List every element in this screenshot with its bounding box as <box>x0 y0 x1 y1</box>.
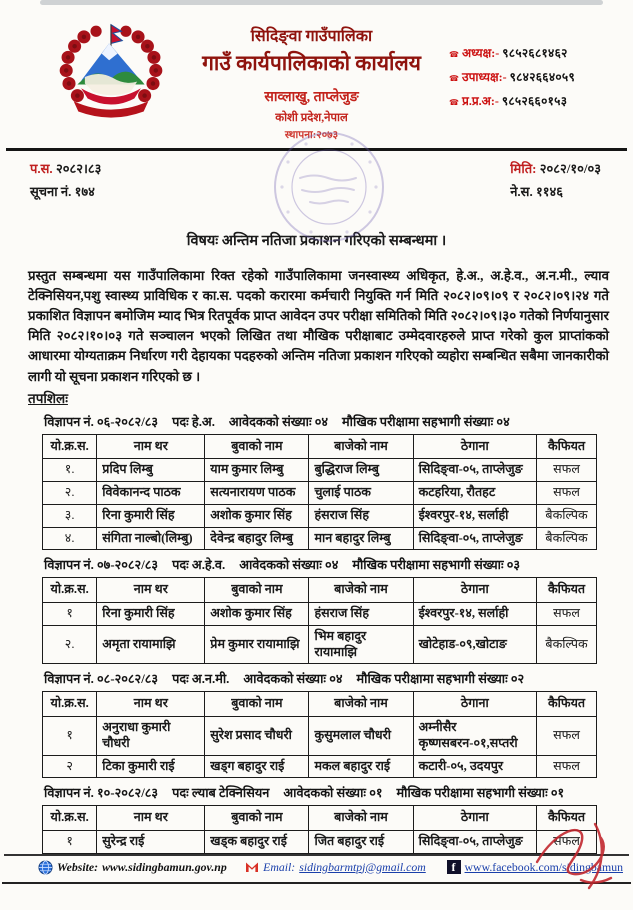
contact-label: उपाध्यक्ष:- <box>462 70 507 84</box>
notice-body-paragraph: प्रस्तुत सम्बन्धमा यस गाउँपालिकामा रिक्त रहेको गाउँपालिकामा जनस्वास्थ्य अधिकृत, हे.अ., अ.हे.व., अ.न.मी., ल्याव टेक्निसियन,पशु स्वास्थ्य प्राविधिक र का.स. पदको करारमा कर्मचारी नियुक्ति गर्न मिति २०८२।०९।०९ र २०८२।०९।२४ गते प्रकाशित विज्ञापन बमोजिम म्याद भित्र रितपूर्वक प्राप्त आवेदन उपर परीक्षा समितिको मिति २०८२।०९।३० गतेको निर्णयानुसार मिति २०८२।१०।०३ गते सञ्चालन भएको लिखित तथा मौखिक परीक्षाबाट उम्मेदवारहरुले प्राप्त गरेको कुल प्राप्तांकको आधारमा योग्यताक्रम निर्धारण गरी देहायका पदहरुको अन्तिम नतिजा प्रकाशन गरिएको व्यहोरा सम्बन्धित सबैमा जानकारीको लागी यो सूचना प्रकाशन गरिएको छ । <box>28 267 609 384</box>
table-cell: खड्क बहादुर राई <box>205 831 309 854</box>
table-column-header: ठेगाना <box>413 434 537 459</box>
table-row <box>43 459 597 482</box>
results-table <box>42 434 597 551</box>
facebook-icon: f <box>447 860 461 874</box>
table-cell: अम्नीसैर कृष्णसबरन-०१,सप्तरी <box>413 717 537 755</box>
details-label: तपशिलः <box>28 390 68 406</box>
table-column-header: बुवाको नाम <box>205 692 309 717</box>
email-item[interactable] <box>245 860 426 875</box>
reference-left <box>30 158 101 204</box>
table-row <box>43 482 597 505</box>
table-column-header: बुवाको नाम <box>205 806 309 831</box>
table-advert-line: विज्ञापन नं. ०६-२०८२/८३ पदः हे.अ. आवेदकको संख्याः ०४ मौखिक परीक्षामा सहभागी संख्याः ०४ <box>44 414 510 429</box>
results-table <box>42 691 597 778</box>
table-cell: ४. <box>43 527 97 550</box>
table-column-header: कैफियत <box>537 578 597 603</box>
table-cell: प्रेम कुमार रायामाझि <box>205 625 309 663</box>
table-column-header: बाजेको नाम <box>309 806 413 831</box>
table-cell: कटहरिया, रौतहट <box>413 482 537 505</box>
table-cell: २. <box>43 482 97 505</box>
results-tables <box>42 412 597 854</box>
table-column-header: नाम थर <box>97 434 205 459</box>
dispatch-label: प.स. <box>30 161 53 176</box>
letterhead-titles <box>150 24 473 142</box>
table-column-header: बाजेको नाम <box>309 692 413 717</box>
facebook-url[interactable]: www.facebook.com/sidingbamun <box>464 859 623 874</box>
table-column-header: बाजेको नाम <box>309 578 413 603</box>
table-cell: २. <box>43 625 97 663</box>
table-cell: सुरेश प्रसाद चौधरी <box>205 717 309 755</box>
page-footer <box>0 854 633 884</box>
website-item[interactable] <box>38 860 227 875</box>
table-cell: सुरेन्द्र राई <box>97 831 205 854</box>
table-cell: सिदिङ्वा-०५, ताप्लेजुङ <box>413 527 537 550</box>
footer-links-row <box>0 856 633 877</box>
gmail-icon <box>245 861 259 873</box>
table-row <box>43 831 597 854</box>
results-table <box>42 805 597 853</box>
table-cell: अशोक कुमार सिंह <box>205 603 309 626</box>
table-cell: चुलाई पाठक <box>309 482 413 505</box>
table-cell: सत्यनारायण पाठक <box>205 482 309 505</box>
contact-chairperson <box>449 44 617 61</box>
table-cell: प्रदिप लिम्बु <box>97 459 205 482</box>
contact-cao <box>449 92 617 109</box>
phone-icon: ☎ <box>449 98 459 107</box>
table-cell: सिदिङ्वा-०५, ताप्लेजुङ <box>413 831 537 854</box>
table-column-header: बुवाको नाम <box>205 578 309 603</box>
table-cell: अनुराधा कुमारी चौधरी <box>97 717 205 755</box>
table-cell: टिका कुमारी राई <box>97 755 205 778</box>
table-column-header: कैफियत <box>537 692 597 717</box>
municipality-name: सिदिङ्वा गाउँपालिका <box>250 28 373 45</box>
website-label: Website: <box>57 859 99 874</box>
table-cell: याम कुमार लिम्बु <box>205 459 309 482</box>
subject-line: विषयः अन्तिम नतिजा प्रकाशन गरिएको सम्बन्धमा । <box>186 232 447 249</box>
dispatch-value: २०८२।८३ <box>55 161 102 176</box>
table-column-header: ठेगाना <box>413 806 537 831</box>
table-row <box>43 755 597 778</box>
table-row <box>43 717 597 755</box>
table-cell: १ <box>43 603 97 626</box>
table-cell: कटारी-०५, उदयपुर <box>413 755 537 778</box>
dispatch-number <box>30 158 101 181</box>
table-column-header: यो.क्र.स. <box>43 578 97 603</box>
table-row <box>43 504 597 527</box>
table-column-header: कैफियत <box>537 434 597 459</box>
table-column-header: ठेगाना <box>413 578 537 603</box>
table-column-header: नाम थर <box>97 578 205 603</box>
table-row <box>43 603 597 626</box>
table-cell: बैकल्पिक <box>537 625 597 663</box>
table-cell: कुसुमलाल चौधरी <box>309 717 413 755</box>
globe-icon <box>38 860 53 875</box>
table-row <box>43 527 597 550</box>
date-line <box>510 158 601 181</box>
table-cell: सफल <box>537 755 597 778</box>
table-advert-line: विज्ञापन नं. ०७-२०८२/८३ पदः अ.हे.व. आवेदकको संख्याः ०४ मौखिक परीक्षामा सहभागी संख्याः ०३ <box>44 558 521 573</box>
phone-icon: ☎ <box>449 74 459 83</box>
table-cell: संगिता नाल्बो(लिम्बु) <box>97 527 205 550</box>
contact-number: ९८५२६८१४६२ <box>502 46 568 60</box>
table-cell: १ <box>43 831 97 854</box>
website-url[interactable]: www.sidingbamun.gov.np <box>102 859 227 874</box>
table-cell: बैकल्पिक <box>537 527 597 550</box>
table-cell: बैकल्पिक <box>537 504 597 527</box>
table-cell: सफल <box>537 482 597 505</box>
results-table-section <box>42 669 597 778</box>
table-cell: खड्ग बहादुर राई <box>205 755 309 778</box>
table-cell: मकल बहादुर राई <box>309 755 413 778</box>
reference-row <box>0 150 633 204</box>
footer-divider-bottom <box>2 882 631 885</box>
facebook-item[interactable] <box>447 860 623 875</box>
table-column-header: बाजेको नाम <box>309 434 413 459</box>
table-cell: सफल <box>537 459 597 482</box>
office-name: गाउँ कार्यपालिकाको कार्यालय <box>202 51 421 75</box>
table-advert-line: विज्ञापन नं. १०-२०८२/८३ पदः ल्याब टेक्निसियन आवेदकको संख्याः ०१ मौखिक परीक्षामा सहभागी संख्याः ०१ <box>44 786 565 801</box>
table-cell: बुद्धिराज लिम्बु <box>309 459 413 482</box>
table-cell: देवेन्द्र बहादुर लिम्बु <box>205 527 309 550</box>
table-cell: ३. <box>43 504 97 527</box>
table-cell: हंसराज सिंह <box>309 603 413 626</box>
letterhead <box>0 0 633 150</box>
notice-number: सूचना नं. १७४ <box>30 183 95 199</box>
contact-label: प्र.प्र.अ:- <box>462 94 499 108</box>
table-cell: १ <box>43 717 97 755</box>
results-table <box>42 577 597 664</box>
office-address: साव्लाखु, ताप्लेजुङ <box>264 90 359 105</box>
table-column-header: यो.क्र.स. <box>43 434 97 459</box>
table-cell: १. <box>43 459 97 482</box>
table-column-header: यो.क्र.स. <box>43 806 97 831</box>
table-cell: खोटेहाड-०९,खोटाङ <box>413 625 537 663</box>
table-column-header: बुवाको नाम <box>205 434 309 459</box>
email-label: Email: <box>263 859 296 874</box>
results-table-section <box>42 555 597 664</box>
header-divider-line <box>6 148 627 151</box>
table-cell: ईश्वरपुर-१४, सर्लाही <box>413 504 537 527</box>
table-cell: सफल <box>537 831 597 854</box>
province-line: कोशी प्रदेश,नेपाल <box>275 112 348 124</box>
table-cell: सफल <box>537 603 597 626</box>
contact-number: ९८५२६६०१५३ <box>501 94 568 108</box>
date-value: २०८२/१०/०३ <box>539 161 601 176</box>
table-column-header: यो.क्र.स. <box>43 692 97 717</box>
table-cell: रिना कुमारी सिंह <box>97 603 205 626</box>
table-cell: भिम बहादुर रायामाझि <box>309 625 413 663</box>
serial-number: ने.स. ११४६ <box>510 183 563 199</box>
table-cell: अमृता रायामाझि <box>97 625 205 663</box>
table-cell: जित बहादुर राई <box>309 831 413 854</box>
table-cell: विवेकानन्द पाठक <box>97 482 205 505</box>
table-column-header: ठेगाना <box>413 692 537 717</box>
table-column-header: नाम थर <box>97 692 205 717</box>
reference-right <box>510 158 601 204</box>
email-address[interactable]: sidingbarmtpj@gmail.com <box>299 859 426 874</box>
table-cell: सिदिङ्वा-०५, ताप्लेजुङ <box>413 459 537 482</box>
table-cell: अशोक कुमार सिंह <box>205 504 309 527</box>
contact-number: ९८४२६६४०५९ <box>509 70 575 84</box>
date-label: मिति: <box>510 161 537 176</box>
table-advert-line: विज्ञापन नं. ०८-२०८२/८३ पदः अ.न.मी. आवेदकको संख्याः ०४ मौखिक परीक्षामा सहभागी संख्याः ०२ <box>44 672 525 687</box>
table-cell: रिना कुमारी सिंह <box>97 504 205 527</box>
table-column-header: नाम थर <box>97 806 205 831</box>
phone-icon: ☎ <box>449 50 459 59</box>
established-line: स्थापना:२०७३ <box>284 130 339 141</box>
contact-vice-chairperson <box>449 68 617 85</box>
table-cell: २ <box>43 755 97 778</box>
table-column-header: कैफियत <box>537 806 597 831</box>
table-cell: सफल <box>537 717 597 755</box>
table-cell: ईश्वरपुर-१४, सर्लाही <box>413 603 537 626</box>
table-cell: हंसराज सिंह <box>309 504 413 527</box>
table-row <box>43 625 597 663</box>
contact-numbers <box>449 44 617 116</box>
results-table-section <box>42 412 597 551</box>
table-cell: मान बहादुर लिम्बु <box>309 527 413 550</box>
contact-label: अध्यक्ष:- <box>462 46 500 60</box>
results-table-section <box>42 783 597 853</box>
